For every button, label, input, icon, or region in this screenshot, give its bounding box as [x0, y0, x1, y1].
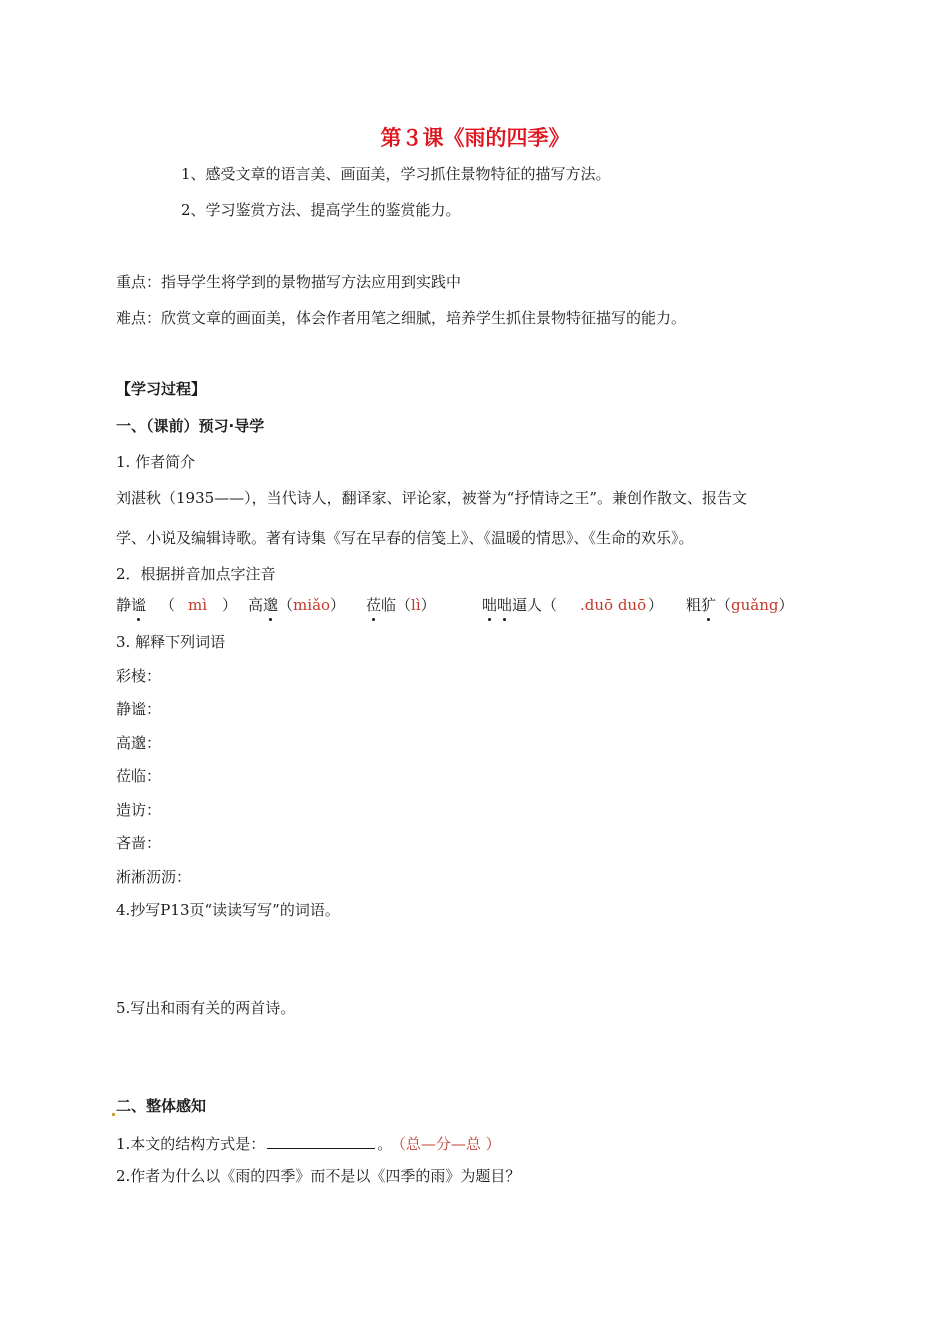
pinyin-word-duoduobiren [482, 595, 557, 615]
chars: 逼人 [512, 596, 543, 614]
copy-words-task: 4.抄写P13页“读读写写”的词语。 [116, 901, 340, 919]
vocab-item: 造访： [116, 801, 162, 819]
objective-1: 1、感受文章的语言美、画面美，学习抓住景物特征的描写方法。 [181, 165, 611, 183]
pinyin-answer-li: lì [411, 596, 421, 614]
pinyin-answer-duoduo: .duō duō [580, 596, 647, 614]
paren-open: （ [542, 596, 558, 614]
vocab-item: 静谧： [116, 700, 162, 718]
paren-close: ） [778, 596, 794, 614]
pinyin-task-title: 2．根据拼音加点字注音 [116, 565, 276, 583]
structure-question [116, 1132, 501, 1154]
structure-question-text: 1.本文的结构方式是： [116, 1135, 266, 1153]
margin-mark [112, 1113, 115, 1116]
dotted-char: 犷 [701, 596, 717, 614]
author-intro-title: 1. 作者简介 [116, 453, 196, 471]
answer-blank[interactable] [267, 1132, 375, 1149]
title-question: 2.作者为什么以《雨的四季》而不是以《四季的雨》为题目？ [116, 1167, 521, 1185]
char: 静 [116, 596, 132, 614]
char: 临 [381, 596, 397, 614]
paren-open: （ [278, 596, 294, 614]
structure-answer: （总—分—总 ） [398, 1135, 501, 1153]
structure-question-suffix: 。 [377, 1135, 393, 1153]
pinyin-word-gaomiao [248, 595, 345, 615]
author-intro-line-2: 学、小说及编辑诗歌。著有诗集《写在早春的信笺上》、《温暖的情思》、《生命的欢乐》。 [116, 529, 694, 547]
key-point: 重点：指导学生将学到的景物描写方法应用到实践中 [116, 273, 462, 291]
char: 高 [248, 596, 264, 614]
vocab-task-title: 3. 解释下列词语 [116, 633, 226, 651]
section2-heading-text: 二、整体感知 [116, 1097, 207, 1115]
section2-heading [112, 1096, 206, 1116]
paren-open: （ [396, 596, 412, 614]
paren-close: ） [330, 596, 346, 614]
dotted-char: 邈 [263, 596, 279, 614]
paren-open: （ [716, 596, 732, 614]
process-heading: 【学习过程】 [116, 380, 207, 398]
pinyin-answer-mi: mì [188, 596, 208, 614]
pinyin-word-cuguang [686, 595, 794, 615]
rain-poems-task: 5.写出和雨有关的两首诗。 [116, 999, 296, 1017]
dotted-char: 莅 [366, 596, 382, 614]
vocab-item: 彩棱： [116, 667, 162, 685]
section1-heading: 一、（课前）预习·导学 [116, 417, 265, 435]
pinyin-answer-miao: miǎo [293, 596, 331, 614]
dotted-char: 咄 [497, 596, 513, 614]
paren-open: （ [160, 596, 176, 614]
paren-close: ） [420, 596, 436, 614]
pinyin-word-jingmi [116, 595, 146, 615]
dotted-char: 谧 [131, 596, 147, 614]
vocab-item: 莅临： [116, 767, 162, 785]
author-intro-line-1: 刘湛秋（1935——），当代诗人，翻译家、评论家，被誉为“抒情诗之王”。兼创作散文、报告文 [116, 489, 748, 507]
char: 粗 [686, 596, 702, 614]
vocab-item: 高邈： [116, 734, 162, 752]
pinyin-word-lilin [366, 595, 436, 615]
paren-close: ） [222, 596, 238, 614]
paren-close: ） [648, 596, 664, 614]
objective-2: 2、学习鉴赏方法、提高学生的鉴赏能力。 [181, 201, 461, 219]
dotted-char: 咄 [482, 596, 498, 614]
difficulty-point: 难点：欣赏文章的画面美，体会作者用笔之细腻，培养学生抓住景物特征描写的能力。 [116, 309, 687, 327]
vocab-item: 吝啬： [116, 834, 162, 852]
pinyin-answer-guang: guǎng [731, 596, 779, 614]
vocab-item: 淅淅沥沥： [116, 868, 192, 886]
page-title: 第３课《雨的四季》 [380, 126, 570, 150]
